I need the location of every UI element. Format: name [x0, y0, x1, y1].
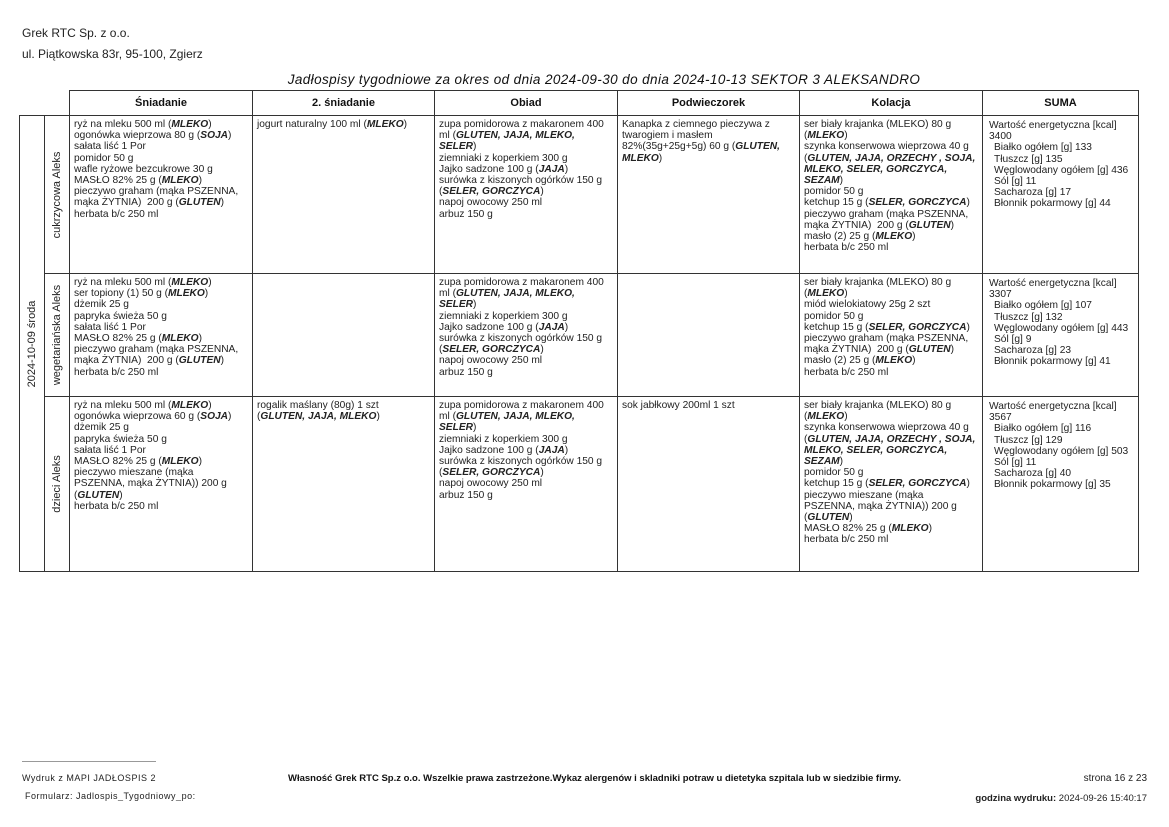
meal-text: ) szynka konserwowa wieprzowa 40 g (	[804, 130, 969, 164]
meal-text: ) herbata b/c 250 ml	[804, 523, 932, 546]
allergen-text: MLEKO	[161, 456, 199, 468]
day-label: 2024-10-09 środa	[26, 300, 38, 387]
energy-value: 3400	[989, 131, 1012, 143]
meal-text: ) pieczywo graham (mąka PSZENNA, mąka ŻYTNIA) 200 g (	[74, 175, 239, 209]
energy-label: Wartość energetyczna [kcal]	[989, 401, 1117, 412]
meal-text: ) pomidor 50 g ketchup 15 g (	[804, 456, 869, 490]
meal-text: ) ser topiony (1) 50 g (	[74, 277, 212, 300]
allergen-text: GLUTEN, JAJA, MLEKO, SELER	[439, 288, 575, 311]
meal-text: ) pieczywo mieszane (mąka PSZENNA, mąka ŻYTNIA)) 200 g (	[74, 456, 227, 501]
nutrient-line: Węglowodany ogółem [g] 443	[994, 322, 1129, 334]
allergen-text: GLUTEN, JAJA, MLEKO	[260, 411, 377, 423]
meal-cell	[253, 274, 435, 397]
meal-text: ) napoj owocowy 250 ml arbuz 150 g	[439, 467, 544, 501]
meal-cell	[253, 397, 435, 572]
meal-text: ryż na mleku 500 ml (	[74, 277, 172, 288]
allergen-text: GLUTEN, MLEKO	[622, 141, 780, 164]
company-name: Grek RTC Sp. z o.o.	[22, 26, 130, 40]
nutrient-line: Sól [g] 11	[994, 176, 1037, 188]
meal-cell	[70, 274, 253, 397]
nutrient-line: Sacharoza [g] 17	[994, 187, 1072, 199]
meal-text: )	[376, 411, 380, 423]
meal-cell	[618, 397, 800, 572]
allergen-text: GLUTEN, JAJA, ORZECHY , SOJA, MLEKO, SELER, GORCZYCA, SEZAM	[804, 152, 976, 187]
meal-text: rogalik maślany (80g) 1 szt (	[257, 400, 379, 423]
meal-text: ) surówka z kiszonych ogórków 150 g (	[439, 163, 603, 198]
suma-cell	[983, 397, 1139, 572]
print-timestamp	[975, 793, 1147, 804]
meal-cell	[800, 116, 983, 274]
meal-cell	[435, 274, 618, 397]
allergen-text: MLEKO	[168, 288, 205, 300]
nutrient-line: Węglowodany ogółem [g] 503	[994, 445, 1129, 457]
nutrient-line: Tłuszcz [g] 135	[994, 153, 1063, 165]
nutrient-line: Sacharoza [g] 40	[994, 468, 1072, 480]
column-header: Śniadanie	[70, 91, 253, 116]
allergen-text: MLEKO	[171, 119, 209, 130]
nutrient-line: Tłuszcz [g] 132	[994, 311, 1063, 323]
meal-text: ryż na mleku 500 ml (	[74, 119, 172, 130]
column-header: SUMA	[983, 91, 1139, 116]
allergen-text: GLUTEN	[807, 512, 850, 524]
meal-text: ) pieczywo mieszane (mąka PSZENNA, mąka ŻYTNIA)) 200 g (	[804, 478, 970, 524]
meal-text: ) szynka konserwowa wieprzowa 40 g (	[804, 411, 969, 445]
meal-text: zupa pomidorowa z makaronem 400 ml (	[439, 119, 604, 142]
meal-text: ) sałata liść 1 Por pomidor 50 g wafle ryżowe bezcukrowe 30 g MASŁO 82% 25 g (	[74, 130, 232, 187]
allergen-text: JAJA	[538, 163, 565, 175]
column-header: 2. śniadanie	[253, 91, 435, 116]
meal-text: jogurt naturalny 100 ml (	[257, 119, 367, 130]
meal-text: zupa pomidorowa z makaronem 400 ml (	[439, 277, 604, 300]
header-blank	[20, 91, 70, 116]
footer-divider	[22, 761, 156, 762]
nutrient-line: Białko ogółem [g] 133	[994, 142, 1092, 154]
energy-value: 3567	[989, 412, 1012, 424]
meal-text: ) herbata b/c 250 ml	[74, 489, 159, 512]
meal-text: ) pomidor 50 g ketchup 15 g (	[804, 175, 869, 209]
allergen-text: MLEKO	[807, 288, 845, 300]
meal-text: )	[403, 119, 408, 130]
meal-text: ) miód wielokiatowy 25g 2 szt pomidor 50 g ketchup 15 g (	[804, 288, 931, 333]
page-number: strona 16 z 23	[1083, 773, 1147, 784]
column-header: Obiad	[435, 91, 618, 116]
meal-text: ) ogonówka wieprzowa 60 g (	[74, 400, 212, 423]
meal-cell	[618, 116, 800, 274]
meal-text: ) ogonówka wieprzowa 80 g (	[74, 119, 212, 142]
allergen-text: MLEKO	[807, 130, 845, 142]
table-row	[20, 397, 1139, 572]
column-header: Kolacja	[800, 91, 983, 116]
nutrient-line: Błonnik pokarmowy [g] 35	[994, 479, 1111, 491]
suma-cell	[983, 274, 1139, 397]
meal-text: ser biały krajanka (MLEKO) 80 g (	[804, 277, 952, 300]
allergen-text: GLUTEN	[908, 344, 951, 356]
energy-value: 3307	[989, 289, 1012, 301]
menu-table	[19, 90, 1139, 572]
meal-text: ser biały krajanka (MLEKO) 80 g (	[804, 400, 952, 423]
diet-label: wegetariańska Aleks	[51, 284, 63, 386]
allergen-text: SOJA	[200, 130, 229, 142]
meal-text: )	[658, 152, 663, 164]
meal-cell	[435, 397, 618, 572]
meal-text: ) pieczywo graham (mąka PSZENNA, mąka ŻYTNIA) 200 g (	[74, 333, 239, 367]
nutrient-line: Sacharoza [g] 23	[994, 345, 1072, 357]
meal-text: ) surówka z kiszonych ogórków 150 g (	[439, 444, 603, 479]
meal-text: zupa pomidorowa z makaronem 400 ml (	[439, 400, 604, 423]
allergen-text: MLEKO	[161, 175, 199, 187]
allergen-text: GLUTEN	[908, 219, 951, 231]
allergen-text: GLUTEN	[178, 355, 221, 367]
allergen-text: GLUTEN, JAJA, MLEKO, SELER	[439, 411, 575, 434]
allergen-text: MLEKO	[161, 333, 199, 345]
meal-text: ryż na mleku 500 ml (	[74, 400, 172, 411]
meal-text: ) napoj owocowy 250 ml arbuz 150 g	[439, 186, 544, 220]
energy-label: Wartość energetyczna [kcal]	[989, 278, 1117, 289]
meal-cell	[435, 116, 618, 274]
allergen-text: MLEKO	[171, 400, 209, 411]
allergen-text: JAJA	[538, 444, 565, 456]
nutrient-line: Białko ogółem [g] 116	[994, 423, 1092, 435]
diet-cell	[45, 274, 70, 397]
allergen-text: MLEKO	[891, 523, 929, 535]
meal-text: ) herbata b/c 250 ml	[74, 197, 225, 220]
allergen-text: SELER, GORCZYCA	[442, 344, 541, 356]
nutrient-line: Białko ogółem [g] 107	[994, 300, 1092, 312]
allergen-text: SELER, GORCZYCA	[868, 321, 967, 333]
allergen-text: SELER, GORCZYCA	[442, 467, 541, 479]
meal-text: ) dżemik 25 g papryka świeża 50 g sałata liść 1 Por MASŁO 82% 25 g (	[74, 288, 209, 345]
column-header: Podwieczorek	[618, 91, 800, 116]
allergen-text: MLEKO	[807, 411, 845, 423]
meal-text: sok jabłkowy 200ml 1 szt	[622, 400, 735, 411]
meal-text: ) pieczywo graham (mąka PSZENNA, mąka ŻYTNIA) 200 g (	[804, 197, 970, 231]
allergen-text: SOJA	[200, 411, 229, 423]
allergen-text: MLEKO	[875, 355, 913, 367]
meal-text: ) ziemniaki z koperkiem 300 g Jajko sadzone 100 g (	[439, 422, 568, 456]
meal-cell	[618, 274, 800, 397]
diet-label: dzieci Aleks	[51, 455, 63, 513]
allergen-text: MLEKO	[366, 119, 404, 130]
footer-ownership-note: Własność Grek RTC Sp.z o.o. Wszelkie prawa zastrzeżone.Wykaz alergenów i skladniki potraw u dietetyka szpitala lub w siedzibie firmy.	[288, 773, 902, 784]
meal-text: ) masło (2) 25 g (	[804, 344, 955, 367]
meal-text: ser biały krajanka (MLEKO) 80 g (	[804, 119, 952, 142]
meal-text: ) surówka z kiszonych ogórków 150 g (	[439, 321, 603, 356]
nutrient-line: Błonnik pokarmowy [g] 44	[994, 198, 1111, 210]
nutrient-line: Sól [g] 9	[994, 334, 1032, 346]
company-address: ul. Piątkowska 83r, 95-100, Zgierz	[22, 47, 203, 61]
meal-cell	[70, 116, 253, 274]
nutrient-line: Sól [g] 11	[994, 457, 1037, 469]
footer-printout-source: Wydruk z MAPI JADŁOSPIS 2	[22, 773, 156, 783]
suma-cell	[983, 116, 1139, 274]
print-time-label: godzina wydruku:	[975, 793, 1057, 804]
allergen-text: SELER, GORCZYCA	[868, 197, 967, 209]
meal-cell	[253, 116, 435, 274]
meal-text: ) MASŁO 82% 25 g (	[804, 512, 892, 535]
diet-cell	[45, 397, 70, 572]
allergen-text: MLEKO	[875, 231, 913, 243]
nutrient-line: Tłuszcz [g] 129	[994, 434, 1063, 446]
footer-form-name: Formularz: Jadlospis_Tygodniowy_po:	[25, 791, 196, 801]
allergen-text: JAJA	[538, 321, 565, 333]
allergen-text: GLUTEN, JAJA, MLEKO, SELER	[439, 130, 575, 153]
meal-text: ) herbata b/c 250 ml	[74, 355, 225, 378]
meal-text: ) herbata b/c 250 ml	[804, 231, 916, 254]
diet-cell	[45, 116, 70, 274]
nutrient-line: Węglowodany ogółem [g] 436	[994, 164, 1129, 176]
allergen-text: GLUTEN	[178, 197, 221, 209]
meal-text: ) ziemniaki z koperkiem 300 g Jajko sadzone 100 g (	[439, 141, 568, 175]
table-row	[20, 116, 1139, 274]
meal-text: Kanapka z ciemnego pieczywa z twarogiem i masłem 82%(35g+25g+5g) 60 g (	[622, 119, 770, 153]
meal-text: ) dżemik 25 g papryka świeża 50 g sałata liść 1 Por MASŁO 82% 25 g (	[74, 411, 232, 468]
meal-text: ) pieczywo graham (mąka PSZENNA, mąka ŻYTNIA) 200 g (	[804, 321, 970, 356]
document-title: Jadłospisy tygodniowe za okres od dnia 2024-09-30 do dnia 2024-10-13 SEKTOR 3 ALEKSANDRO	[287, 72, 921, 87]
meal-text: ) napoj owocowy 250 ml arbuz 150 g	[439, 344, 544, 378]
meal-text: ) ziemniaki z koperkiem 300 g Jajko sadzone 100 g (	[439, 299, 568, 333]
meal-cell	[800, 397, 983, 572]
meal-cell	[800, 274, 983, 397]
print-time-value: 2024-09-26 15:40:17	[1058, 793, 1147, 804]
day-cell	[20, 116, 45, 572]
table-row	[20, 274, 1139, 397]
allergen-text: SELER, GORCZYCA	[442, 186, 541, 198]
company-header	[22, 23, 203, 65]
allergen-text: SELER, GORCZYCA	[868, 478, 967, 490]
meal-text: ) masło (2) 25 g (	[804, 219, 955, 243]
diet-label: cukrzycowa Aleks	[51, 151, 63, 238]
allergen-text: GLUTEN	[77, 489, 120, 501]
meal-cell	[70, 397, 253, 572]
nutrient-line: Błonnik pokarmowy [g] 41	[994, 356, 1111, 368]
energy-label: Wartość energetyczna [kcal]	[989, 120, 1117, 131]
table-header-row	[20, 91, 1139, 116]
meal-text: ) herbata b/c 250 ml	[804, 355, 916, 378]
allergen-text: MLEKO	[171, 277, 209, 288]
allergen-text: GLUTEN, JAJA, ORZECHY , SOJA, MLEKO, SELER, GORCZYCA, SEZAM	[804, 433, 976, 468]
